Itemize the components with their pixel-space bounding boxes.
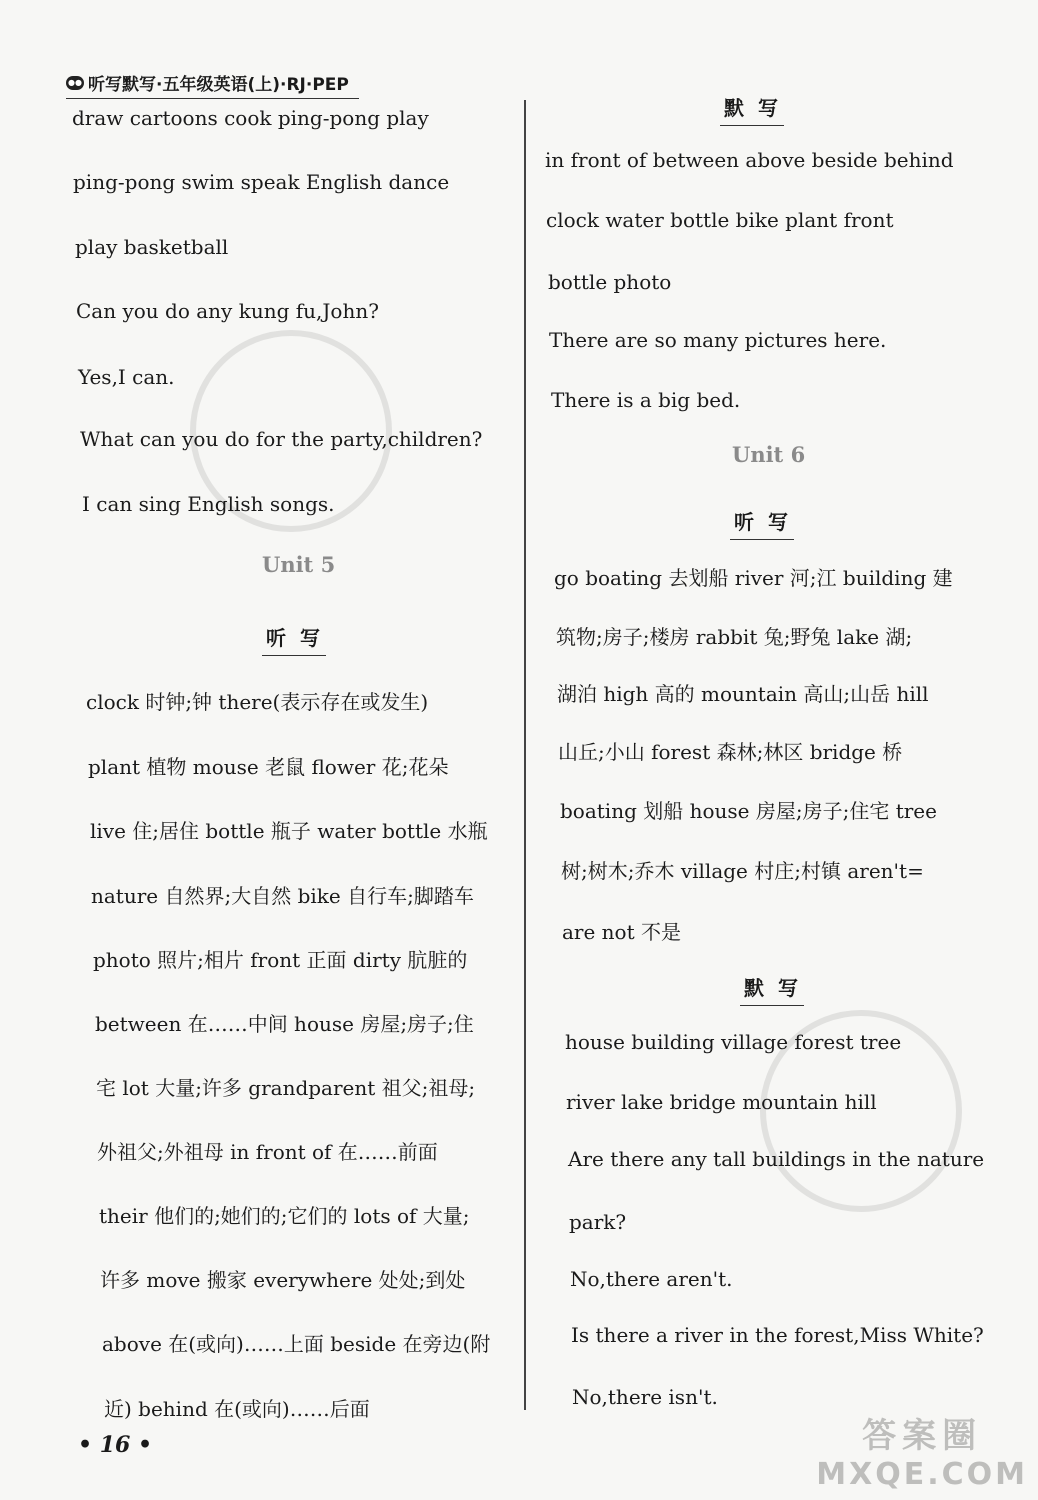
left-line-4: Can you do any kung fu,John? xyxy=(76,299,379,323)
unit6-line-7: No,there isn't. xyxy=(572,1385,718,1409)
unit5-heading: Unit 5 xyxy=(262,552,336,577)
logo-en: MXQE.COM xyxy=(816,1457,1028,1492)
unit5-vocab-9: their 他们的;她们的;它们的 lots of 大量; xyxy=(99,1204,470,1228)
unit6-line-1: house building village forest tree xyxy=(565,1030,902,1054)
unit5-tingxie-heading: 听写 xyxy=(266,622,334,651)
unit6-line-3: Are there any tall buildings in the nature xyxy=(568,1147,985,1171)
left-line-5: Yes,I can. xyxy=(78,365,175,389)
unit5-vocab-7: 宅 lot 大量;许多 grandparent 祖父;祖母; xyxy=(96,1076,476,1100)
unit6-vocab-6: 树;树木;乔木 village 村庄;村镇 aren't= xyxy=(561,859,924,883)
header-title: 听写默写·五年级英语(上)·RJ·PEP xyxy=(88,75,349,95)
header-icon: ●● xyxy=(66,76,84,90)
unit5-vocab-10: 许多 move 搬家 everywhere 处处;到处 xyxy=(100,1268,466,1292)
page-number-value: 16 xyxy=(99,1432,131,1458)
unit5-vocab-3: live 住;居住 bottle 瓶子 water bottle 水瓶 xyxy=(90,819,488,843)
unit6-line-2: river lake bridge mountain hill xyxy=(566,1090,877,1114)
header-rule xyxy=(66,98,359,99)
unit6-moxie-heading: 默写 xyxy=(744,972,812,1001)
right-line-2: clock water bottle bike plant front xyxy=(546,208,894,232)
left-line-1: draw cartoons cook ping-pong play xyxy=(72,106,429,130)
unit5-vocab-6: between 在……中间 house 房屋;房子;住 xyxy=(95,1012,474,1036)
unit6-tingxie-heading: 听写 xyxy=(734,506,802,535)
right-line-5: There is a big bed. xyxy=(551,388,741,412)
unit5-vocab-11: above 在(或向)……上面 beside 在旁边(附 xyxy=(102,1332,491,1356)
unit6-vocab-5: boating 划船 house 房屋;房子;住宅 tree xyxy=(560,799,937,823)
unit5-vocab-1: clock 时钟;钟 there(表示存在或发生) xyxy=(86,690,429,714)
unit5-vocab-8: 外祖父;外祖母 in front of 在……前面 xyxy=(97,1140,438,1164)
right-line-3: bottle photo xyxy=(548,270,672,294)
unit5-vocab-12: 近) behind 在(或向)……后面 xyxy=(104,1397,370,1421)
left-line-2: ping-pong swim speak English dance xyxy=(73,170,450,194)
right-line-4: There are so many pictures here. xyxy=(549,328,887,352)
unit4-moxie-heading: 默写 xyxy=(724,92,792,121)
page-number: • 16 • xyxy=(78,1432,153,1458)
unit6-vocab-1: go boating 去划船 river 河;江 building 建 xyxy=(554,566,953,590)
unit5-vocab-5: photo 照片;相片 front 正面 dirty 肮脏的 xyxy=(93,948,468,972)
column-divider xyxy=(524,100,526,1410)
left-line-6: What can you do for the party,children? xyxy=(80,427,483,451)
unit6-vocab-7: are not 不是 xyxy=(562,920,681,944)
right-line-1: in front of between above beside behind xyxy=(545,148,954,172)
unit6-vocab-3: 湖泊 high 高的 mountain 高山;山岳 hill xyxy=(557,682,929,706)
unit6-line-5: No,there aren't. xyxy=(570,1267,733,1291)
left-line-7: I can sing English songs. xyxy=(82,492,335,516)
unit6-vocab-2: 筑物;房子;楼房 rabbit 兔;野兔 lake 湖; xyxy=(556,625,913,649)
left-line-3: play basketball xyxy=(75,235,229,259)
unit5-vocab-2: plant 植物 mouse 老鼠 flower 花;花朵 xyxy=(88,755,449,779)
site-watermark-logo xyxy=(816,1408,1028,1492)
logo-cn: 答案圈 xyxy=(862,1416,983,1456)
running-header xyxy=(66,70,349,95)
unit6-line-4: park? xyxy=(569,1210,627,1234)
unit5-vocab-4: nature 自然界;大自然 bike 自行车;脚踏车 xyxy=(91,884,474,908)
unit6-vocab-4: 山丘;小山 forest 森林;林区 bridge 桥 xyxy=(558,740,903,764)
unit6-line-6: Is there a river in the forest,Miss White? xyxy=(571,1323,984,1347)
unit6-heading: Unit 6 xyxy=(732,442,806,467)
